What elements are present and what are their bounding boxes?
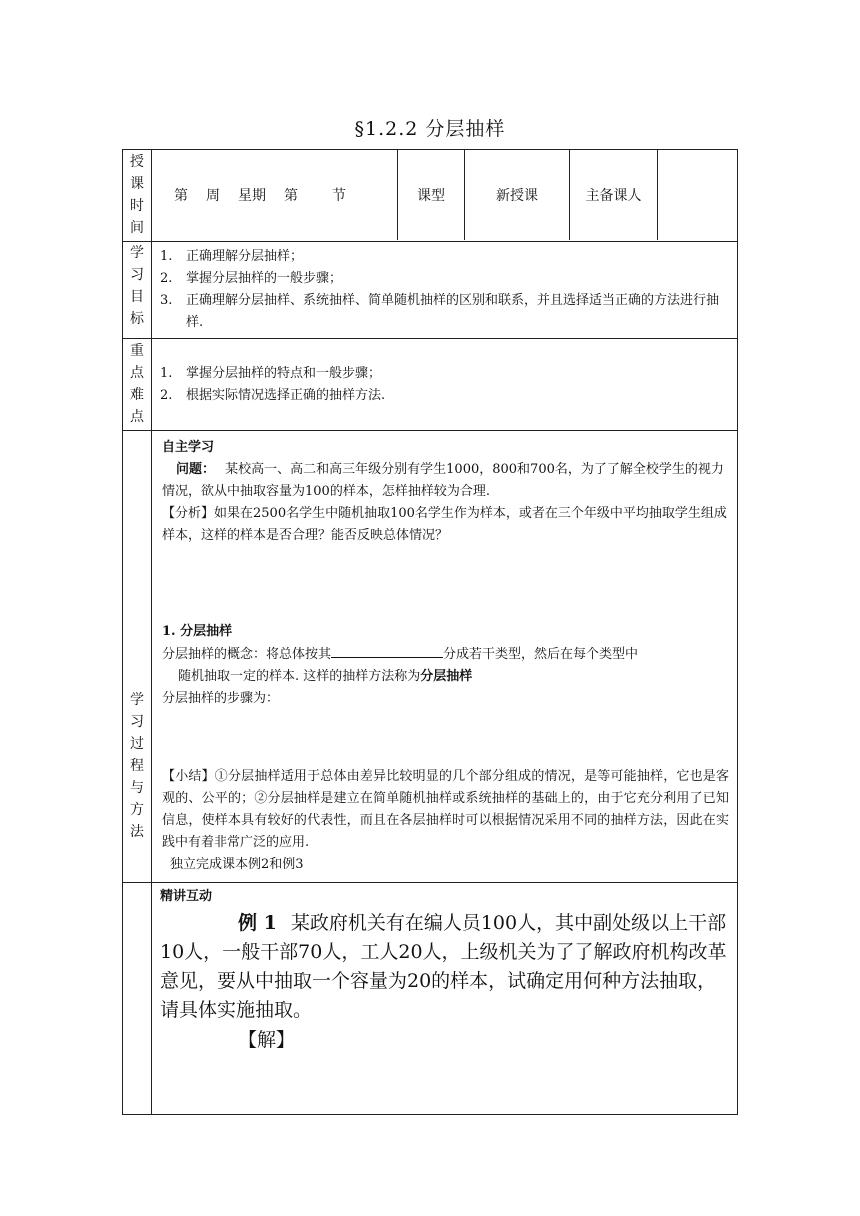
course-type-value: 新授课	[465, 150, 570, 240]
item-text: 掌握分层抽样的一般步骤；	[186, 271, 343, 286]
item-number: 1.	[160, 249, 173, 264]
item-text: 正确理解分层抽样、系统抽样、简单随机抽样的区别和联系，并且选择适当正确的方法进行抽样.	[186, 293, 720, 330]
analysis: 【分析】如果在2500名学生中随机抽取100名学生作为样本，或者在三个年级中平均抽取学生组成样本，这样的样本是否合理？能否反映总体情况？	[162, 506, 727, 543]
label-char: 重	[130, 343, 144, 359]
process-content	[152, 431, 738, 883]
label-char: 程	[130, 758, 144, 774]
solution-label: 【解】	[238, 1029, 296, 1051]
item-text: 掌握分层抽样的特点和一般步骤；	[186, 365, 382, 381]
concept-suffix: 分成若干类型，然后在每个类型中	[443, 647, 639, 662]
label-char: 习	[130, 714, 144, 730]
list-item	[160, 385, 729, 407]
list-item	[160, 246, 729, 268]
schedule-week-prefix: 第	[174, 188, 188, 204]
item-number: 3.	[160, 293, 173, 308]
schedule-weekday: 星期	[238, 188, 266, 204]
item-number: 2.	[160, 387, 173, 403]
course-type-label: 课型	[398, 150, 465, 240]
problem-text: 某校高一、高二和高三年级分别有学生1000，800和700名，为了了解全校学生的视力情况，欲从中抽取容量为100的样本，怎样抽样较为合理.	[162, 462, 724, 499]
process-label	[123, 431, 152, 883]
concept	[162, 643, 729, 666]
label-char: 时	[130, 198, 144, 214]
example-1	[160, 909, 729, 1025]
label-char: 法	[130, 824, 144, 840]
summary: 【小结】①分层抽样适用于总体由差异比较明显的几个部分组成的情况，是等可能抽样，它也是客观的、公平的；②分层抽样是建立在简单随机抽样或系统抽样的基础上的，由于它充分利用了已知信息，使样本具有较好的代表性，而且在各层抽样时可以根据情况采用不同的抽样方法，因此在实践中有着非常广泛的应用.	[162, 769, 729, 850]
label-char: 标	[130, 311, 144, 327]
schedule-week: 周	[206, 188, 220, 204]
interaction-label	[123, 883, 152, 1115]
list-item	[160, 268, 729, 290]
document-title: §1.2.2 分层抽样	[354, 118, 506, 140]
interaction-heading: 精讲互动	[160, 889, 213, 904]
self-study-heading: 自主学习	[162, 440, 215, 455]
list-item	[160, 290, 729, 334]
problem	[162, 459, 729, 503]
label-char: 过	[130, 736, 144, 752]
steps-label: 分层抽样的步骤为：	[162, 691, 280, 706]
label-char: 与	[130, 780, 144, 796]
key-points-label	[123, 339, 152, 431]
label-char: 点	[130, 365, 144, 381]
label-char: 目	[130, 289, 144, 305]
preparer-value	[658, 150, 737, 240]
fill-blank[interactable]	[331, 643, 443, 658]
label-char: 间	[130, 220, 144, 236]
concept-line2	[162, 666, 729, 688]
header-cells	[152, 150, 738, 242]
item-text: 根据实际情况选择正确的抽样方法.	[186, 387, 386, 403]
list-item	[160, 363, 729, 385]
section-heading: 1. 分层抽样	[162, 624, 233, 639]
label-char: 习	[130, 267, 144, 283]
label-char: 难	[130, 387, 144, 403]
concept-text: 随机抽取一定的样本. 这样的抽样方法称为	[178, 669, 421, 684]
item-number: 2.	[160, 271, 173, 286]
label-char: 学	[130, 692, 144, 708]
label-char: 课	[130, 176, 144, 192]
concept-term: 分层抽样	[420, 669, 473, 684]
concept-prefix: 分层抽样的概念：将总体按其	[162, 647, 332, 662]
item-text: 正确理解分层抽样；	[186, 249, 304, 264]
label-char: 授	[130, 154, 144, 170]
preparer-label: 主备课人	[570, 150, 658, 240]
problem-label: 问题：	[176, 462, 216, 477]
goals-label	[123, 242, 152, 339]
independent-task: 独立完成课本例2和例3	[170, 857, 304, 872]
label-char: 点	[130, 409, 144, 425]
schedule-label	[123, 150, 152, 242]
item-number: 1.	[160, 365, 173, 381]
example-text: 某政府机关有在编人员100人，其中副处级以上干部10人，一般干部70人，工人20人，上级机关为了了解政府机构改革意见，要从中抽取一个容量为20的样本，试确定用何种方法抽取，请具体实施抽取。	[160, 912, 727, 1021]
label-char: 方	[130, 802, 144, 818]
schedule-period: 节	[332, 188, 346, 204]
lesson-plan-table	[122, 149, 738, 1115]
schedule-period-prefix: 第	[284, 188, 298, 204]
key-points-content	[152, 339, 738, 431]
interaction-content	[152, 883, 738, 1115]
schedule-cell	[152, 150, 398, 240]
label-char: 学	[130, 245, 144, 261]
goals-content	[152, 242, 738, 339]
example-label: 例 1	[238, 912, 277, 934]
